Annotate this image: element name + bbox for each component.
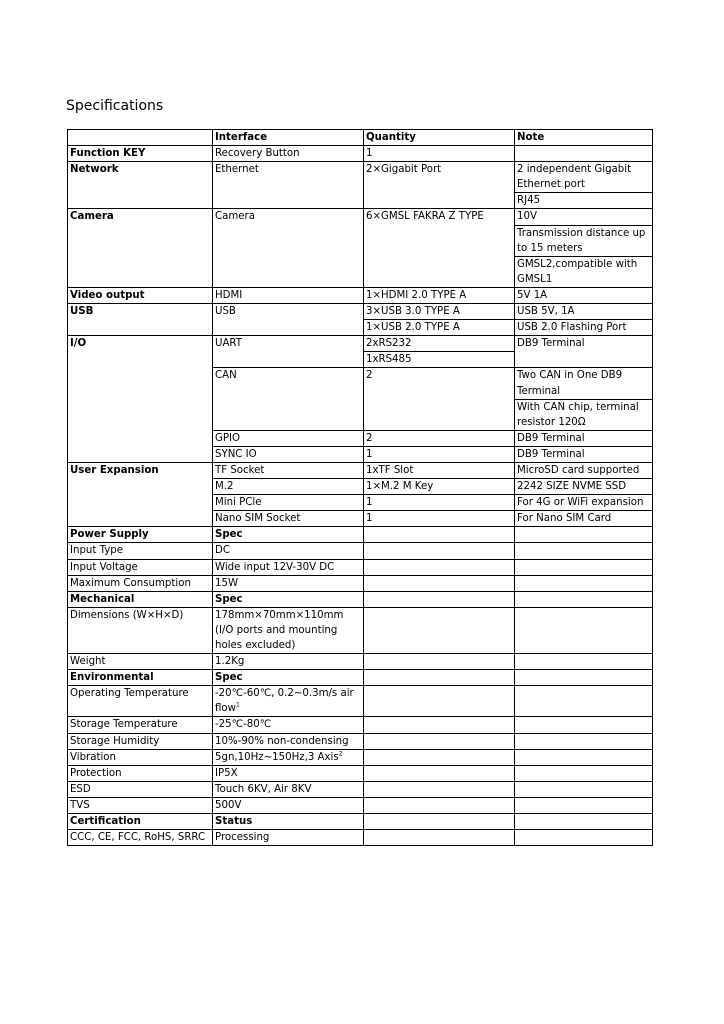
section-spec-label: Spec xyxy=(213,591,364,607)
cell-interface: CAN xyxy=(213,368,364,430)
table-row xyxy=(68,781,653,797)
table-row xyxy=(68,146,653,162)
table-row xyxy=(68,304,653,320)
cell-interface: GPIO xyxy=(213,430,364,446)
empty-cell xyxy=(364,591,515,607)
empty-cell xyxy=(515,797,653,813)
cell-note: DB9 Terminal xyxy=(515,336,653,368)
section-status-label: Status xyxy=(213,814,364,830)
empty-cell xyxy=(515,765,653,781)
cell-note: USB 5V, 1A xyxy=(515,304,653,320)
cell-interface: TF Socket xyxy=(213,462,364,478)
spec-name: Storage Humidity xyxy=(68,733,213,749)
row-label-usb: USB xyxy=(68,304,213,336)
cell-quantity: 1 xyxy=(364,146,515,162)
section-label-mechanical: Mechanical xyxy=(68,591,213,607)
cell-interface: SYNC IO xyxy=(213,446,364,462)
cell-interface: HDMI xyxy=(213,287,364,303)
footnote-marker: 1 xyxy=(235,701,240,709)
empty-cell xyxy=(515,686,653,717)
spec-name: Storage Temperature xyxy=(68,717,213,733)
cell-quantity: 2xRS232 xyxy=(364,336,515,352)
spec-name: CCC, CE, FCC, RoHS, SRRC xyxy=(68,830,213,846)
table-row xyxy=(68,797,653,813)
spec-name: Maximum Consumption xyxy=(68,575,213,591)
cell-quantity: 1×M.2 M Key xyxy=(364,479,515,495)
row-label-io: I/O xyxy=(68,336,213,463)
empty-cell xyxy=(364,717,515,733)
cell-quantity: 1×HDMI 2.0 TYPE A xyxy=(364,287,515,303)
empty-cell xyxy=(364,749,515,765)
empty-cell xyxy=(515,814,653,830)
empty-cell xyxy=(364,733,515,749)
empty-cell xyxy=(515,575,653,591)
spec-value: Wide input 12V-30V DC xyxy=(213,559,364,575)
table-row xyxy=(68,575,653,591)
spec-value-text: -20℃-60℃, 0.2~0.3m/s air flow xyxy=(215,688,354,715)
cell-note: USB 2.0 Flashing Port xyxy=(515,320,653,336)
table-header-row xyxy=(68,130,653,146)
spec-value: IP5X xyxy=(213,765,364,781)
cell-note: 2242 SIZE NVME SSD xyxy=(515,479,653,495)
cell-interface: USB xyxy=(213,304,364,336)
empty-cell xyxy=(364,543,515,559)
cell-note: Two CAN in One DB9 Terminal xyxy=(515,368,653,399)
cell-note: DB9 Terminal xyxy=(515,430,653,446)
table-row xyxy=(68,717,653,733)
spec-name: Input Voltage xyxy=(68,559,213,575)
cell-quantity: 2 xyxy=(364,430,515,446)
spec-value: DC xyxy=(213,543,364,559)
table-row xyxy=(68,162,653,193)
cell-interface: UART xyxy=(213,336,364,368)
cell-interface: Nano SIM Socket xyxy=(213,511,364,527)
cell-quantity: 1xRS485 xyxy=(364,352,515,368)
cell-interface: Recovery Button xyxy=(213,146,364,162)
cell-note: 2 independent Gigabit Ethernet port xyxy=(515,162,653,193)
specifications-table xyxy=(67,129,653,846)
cell-note xyxy=(515,146,653,162)
cell-note: MicroSD card supported xyxy=(515,462,653,478)
table-row xyxy=(68,749,653,765)
table-row xyxy=(68,686,653,717)
table-row xyxy=(68,543,653,559)
section-label-environmental: Environmental xyxy=(68,670,213,686)
empty-cell xyxy=(364,559,515,575)
spec-value: -25℃-80℃ xyxy=(213,717,364,733)
table-row xyxy=(68,654,653,670)
empty-cell xyxy=(364,765,515,781)
row-label-user-expansion: User Expansion xyxy=(68,462,213,526)
empty-cell xyxy=(515,591,653,607)
empty-cell xyxy=(515,749,653,765)
cell-interface: Mini PCle xyxy=(213,495,364,511)
row-label-function-key: Function KEY xyxy=(68,146,213,162)
section-spec-label: Spec xyxy=(213,670,364,686)
empty-cell xyxy=(364,607,515,653)
spec-name: Operating Temperature xyxy=(68,686,213,717)
cell-note: With CAN chip, terminal resistor 120Ω xyxy=(515,399,653,430)
table-row xyxy=(68,607,653,653)
empty-cell xyxy=(364,654,515,670)
cell-note: Transmission distance up to 15 meters xyxy=(515,225,653,256)
table-row xyxy=(68,287,653,303)
cell-note: For 4G or WiFi expansion xyxy=(515,495,653,511)
header-cell-empty xyxy=(68,130,213,146)
spec-value: 10%-90% non-condensing xyxy=(213,733,364,749)
spec-value: 1.2Kg xyxy=(213,654,364,670)
cell-note: 5V 1A xyxy=(515,287,653,303)
spec-name: Weight xyxy=(68,654,213,670)
empty-cell xyxy=(364,797,515,813)
spec-value: Touch 6KV, Air 8KV xyxy=(213,781,364,797)
empty-cell xyxy=(515,543,653,559)
table-row xyxy=(68,559,653,575)
page-title: Specifications xyxy=(66,98,164,114)
cell-interface: Ethernet xyxy=(213,162,364,209)
empty-cell xyxy=(515,733,653,749)
empty-cell xyxy=(364,781,515,797)
table-row xyxy=(68,830,653,846)
section-header-row xyxy=(68,527,653,543)
empty-cell xyxy=(515,559,653,575)
spec-value: Processing xyxy=(213,830,364,846)
footnote-marker: 2 xyxy=(338,750,343,758)
spec-name: Input Type xyxy=(68,543,213,559)
empty-cell xyxy=(515,670,653,686)
header-interface: Interface xyxy=(213,130,364,146)
empty-cell xyxy=(515,654,653,670)
spec-name: Vibration xyxy=(68,749,213,765)
spec-name: ESD xyxy=(68,781,213,797)
empty-cell xyxy=(364,527,515,543)
table-row xyxy=(68,209,653,225)
empty-cell xyxy=(364,575,515,591)
cell-note: 10V xyxy=(515,209,653,225)
spec-name: Protection xyxy=(68,765,213,781)
section-label-certification: Certification xyxy=(68,814,213,830)
cell-quantity: 2 xyxy=(364,368,515,430)
spec-value: 500V xyxy=(213,797,364,813)
empty-cell xyxy=(364,814,515,830)
row-label-video-output: Video output xyxy=(68,287,213,303)
empty-cell xyxy=(364,670,515,686)
empty-cell xyxy=(515,607,653,653)
header-note: Note xyxy=(515,130,653,146)
section-label-power-supply: Power Supply xyxy=(68,527,213,543)
spec-value xyxy=(213,749,364,765)
empty-cell xyxy=(364,686,515,717)
spec-value-text: 5gn,10Hz~150Hz,3 Axis xyxy=(215,751,339,763)
cell-quantity: 3×USB 3.0 TYPE A xyxy=(364,304,515,320)
cell-interface: M.2 xyxy=(213,479,364,495)
empty-cell xyxy=(364,830,515,846)
cell-quantity: 2×Gigabit Port xyxy=(364,162,515,209)
table-row xyxy=(68,733,653,749)
table-row xyxy=(68,765,653,781)
empty-cell xyxy=(515,781,653,797)
cell-quantity: 1 xyxy=(364,495,515,511)
empty-cell xyxy=(515,527,653,543)
section-header-row xyxy=(68,814,653,830)
spec-value: 15W xyxy=(213,575,364,591)
cell-quantity: 1 xyxy=(364,511,515,527)
cell-quantity: 1 xyxy=(364,446,515,462)
section-header-row xyxy=(68,591,653,607)
cell-note: For Nano SIM Card xyxy=(515,511,653,527)
empty-cell xyxy=(515,717,653,733)
cell-note: GMSL2,compatible with GMSL1 xyxy=(515,256,653,287)
cell-note: DB9 Terminal xyxy=(515,446,653,462)
row-label-camera: Camera xyxy=(68,209,213,287)
cell-quantity: 6×GMSL FAKRA Z TYPE xyxy=(364,209,515,287)
cell-quantity: 1xTF Slot xyxy=(364,462,515,478)
empty-cell xyxy=(515,830,653,846)
spec-name: Dimensions (W×H×D) xyxy=(68,607,213,653)
header-quantity: Quantity xyxy=(364,130,515,146)
cell-interface: Camera xyxy=(213,209,364,287)
cell-note: RJ45 xyxy=(515,193,653,209)
section-header-row xyxy=(68,670,653,686)
table-row xyxy=(68,462,653,478)
section-spec-label: Spec xyxy=(213,527,364,543)
cell-quantity: 1×USB 2.0 TYPE A xyxy=(364,320,515,336)
spec-name: TVS xyxy=(68,797,213,813)
row-label-network: Network xyxy=(68,162,213,209)
table-row xyxy=(68,336,653,352)
spec-value xyxy=(213,686,364,717)
spec-value: 178mm×70mm×110mm (I/O ports and mounting holes excluded) xyxy=(213,607,364,653)
